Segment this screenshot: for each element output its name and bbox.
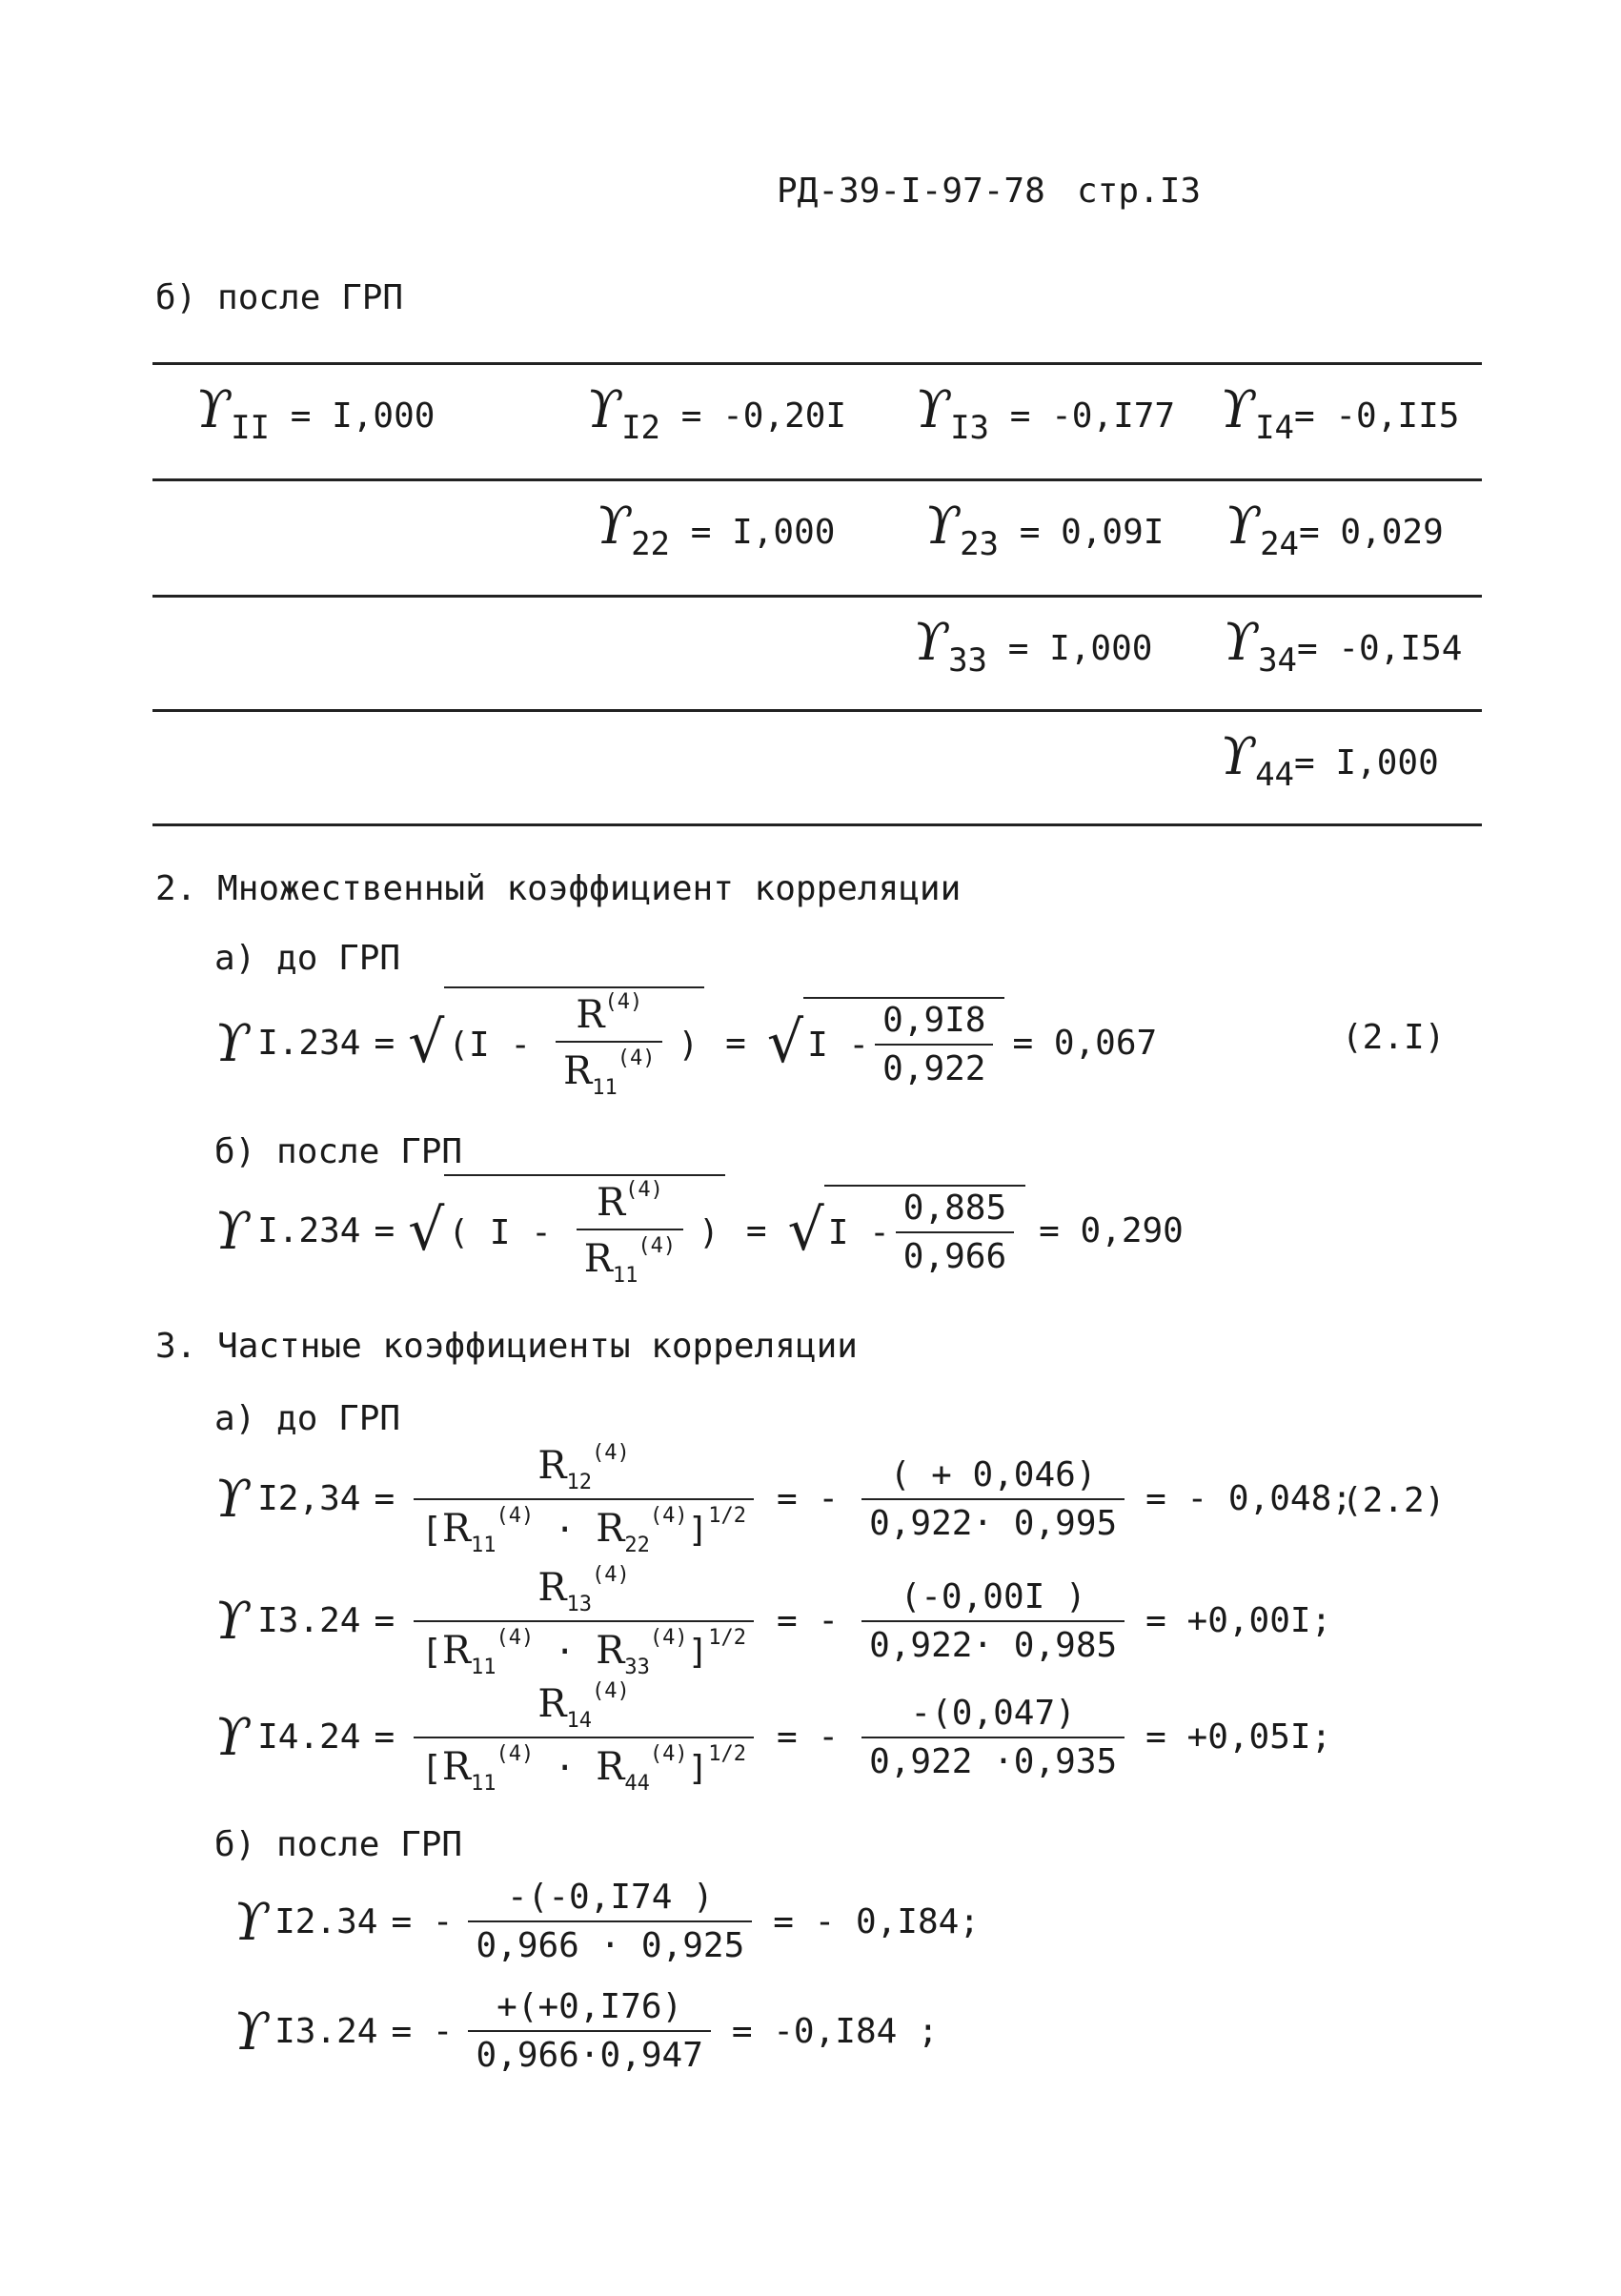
partial-formula-after-12-34: ϒ I2.34 = - $\frac{-(-0,I74 )}{0,966 \cdot 0,925}$ = - 0,I84; bbox=[233, 1878, 980, 1965]
matrix-cell-r44: ϒ44= I,000 bbox=[1220, 726, 1439, 794]
matrix-cell-r12: ϒI2 = -0,20I bbox=[586, 379, 847, 447]
section-3-label-before: а) до ГРП bbox=[214, 1399, 401, 1438]
radical-sign: √ bbox=[408, 1009, 445, 1077]
table-rule-5 bbox=[152, 823, 1482, 826]
matrix-cell-r34: ϒ34= -0,I54 bbox=[1223, 612, 1463, 680]
section-2-label-after: б) после ГРП bbox=[214, 1132, 463, 1171]
partial-formula-after-13-24: ϒ I3.24 = - $\frac{+(+0,I76)}{0,966\cdot 0,947}$ = -0,I84 ; bbox=[233, 1987, 939, 2075]
table-rule-2 bbox=[152, 478, 1482, 481]
section-label-after: б) после ГРП bbox=[155, 278, 404, 317]
section-2-label-before: а) до ГРП bbox=[214, 939, 401, 978]
equation-tag-2-1: (2.I) bbox=[1342, 1018, 1446, 1057]
section-2-title: 2. Множественный коэффициент корреляции bbox=[155, 869, 962, 908]
matrix-cell-r14: ϒI4= -0,II5 bbox=[1220, 379, 1460, 447]
partial-formula-14-24: ϒ I4.24 = $\frac{R_{14}^{(4)}}{[R_{11}^{(4)} \cdot R_{44}^{(4)}]^{1/2}}$ = - $\frac{-(0,047)}{0,922 \cdot 0,935}$ = +0,05I; bbox=[214, 1679, 1332, 1796]
document-code: РД-39-I-97-78 bbox=[777, 172, 1045, 211]
radical-sign: √ bbox=[408, 1197, 445, 1265]
table-rule-1 bbox=[152, 362, 1482, 365]
table-rule-4 bbox=[152, 709, 1482, 712]
matrix-cell-r33: ϒ33 = I,000 bbox=[913, 612, 1153, 680]
matrix-cell-r13: ϒI3 = -0,I77 bbox=[915, 379, 1176, 447]
table-rule-3 bbox=[152, 595, 1482, 598]
section-3-label-after: б) после ГРП bbox=[214, 1825, 463, 1864]
partial-formula-12-34: ϒ I2,34 = $\frac{R_{12}^{(4)}}{[R_{11}^{(4)} \cdot R_{22}^{(4)}]^{1/2}}$ = - $\frac{( + 0,046)}{0,922\cdot 0,995}$ = - 0,048; bbox=[214, 1441, 1352, 1557]
section-3-title: 3. Частные коэффициенты корреляции bbox=[155, 1327, 858, 1366]
partial-formula-13-24: ϒ I3.24 = $\frac{R_{13}^{(4)}}{[R_{11}^{(4)} \cdot R_{33}^{(4)}]^{1/2}}$ = - $\frac{(-0,00I )}{0,922\cdot 0,985}$ = +0,00I; bbox=[214, 1563, 1332, 1679]
formula-2-1: ϒ I.234 = √ (I - $\frac{R^{(4)}}{R_{11}^{(4)}}$ ) = √ I - $\frac{0,9I8}{0,922}$ = 0,067 bbox=[214, 986, 1157, 1100]
matrix-cell-r24: ϒ24= 0,029 bbox=[1225, 496, 1444, 563]
radical-sign-2: √ bbox=[766, 1009, 804, 1077]
formula-2-after: ϒ I.234 = √ ( I - $\frac{R^{(4)}}{R_{11}^{(4)}}$ ) = √ I - $\frac{0,885}{0,966}$ = 0,290 bbox=[214, 1174, 1184, 1288]
equation-tag-2-2: (2.2) bbox=[1342, 1481, 1446, 1520]
matrix-cell-r23: ϒ23 = 0,09I bbox=[924, 496, 1165, 563]
matrix-cell-r11: ϒII = I,000 bbox=[195, 379, 436, 447]
page-number: стр.I3 bbox=[1077, 172, 1202, 211]
matrix-cell-r22: ϒ22 = I,000 bbox=[596, 496, 836, 563]
radical-sign-2: √ bbox=[787, 1197, 824, 1265]
